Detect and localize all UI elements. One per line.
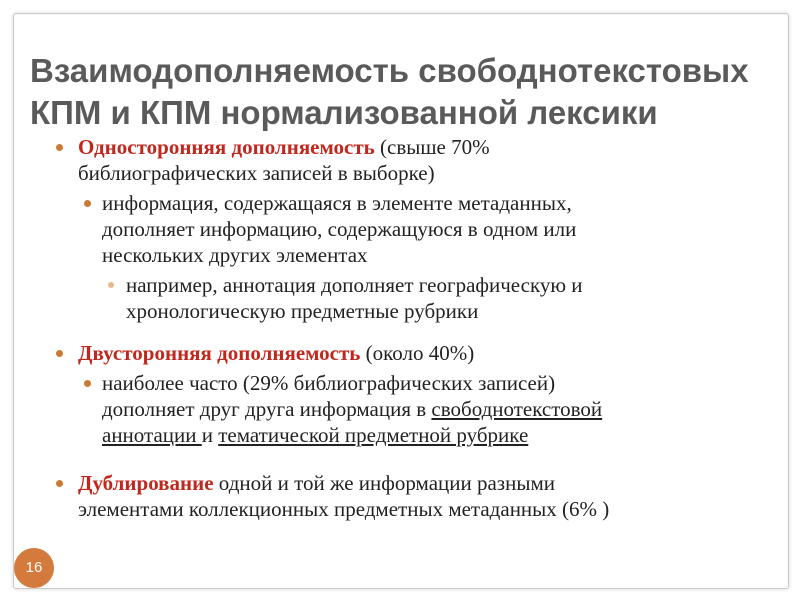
bullet-point-two-sided xyxy=(52,340,772,366)
underlined-term: аннотации xyxy=(102,423,202,447)
point-text: одной и той же информации разными xyxy=(213,471,555,495)
bullet-point-one-sided xyxy=(52,134,772,186)
bullet-dot-icon xyxy=(108,282,114,288)
title-line-2: КПМ и КПМ нормализованной лексики xyxy=(30,94,658,131)
bullet-point-duplication xyxy=(52,470,772,522)
underlined-term: свободнотекстовой xyxy=(431,397,603,421)
bullet-dot-icon xyxy=(56,480,63,487)
sub-text: нескольких других элементах xyxy=(102,243,368,267)
sub-bullet-frequency xyxy=(52,370,772,448)
point-text: библиографических записей в выборке) xyxy=(78,161,435,185)
sub-text: наиболее часто (29% библиографических записей) xyxy=(102,371,556,395)
sub-text: и xyxy=(201,423,219,447)
slide-content xyxy=(52,134,772,522)
point-text: (около 40%) xyxy=(360,341,475,365)
sub-text: например, аннотация дополняет географическую и xyxy=(126,273,583,297)
underlined-term: тематической предметной рубрике xyxy=(218,423,529,447)
point-label: Дублирование xyxy=(78,471,214,495)
sub-text: информация, содержащаяся в элементе метаданных, xyxy=(102,191,572,215)
bullet-dot-icon xyxy=(56,144,63,151)
slide-number-badge: 16 xyxy=(14,548,54,588)
point-label: Односторонняя дополняемость xyxy=(78,135,375,159)
point-text: (свыше 70% xyxy=(374,135,490,159)
sub-text: дополняет информацию, содержащуюся в одном или xyxy=(102,217,577,241)
sub-text: дополняет друг друга информация в xyxy=(102,397,432,421)
bullet-dot-icon xyxy=(56,350,63,357)
bullet-dot-icon xyxy=(84,380,91,387)
sub-bullet-info xyxy=(52,190,772,268)
sub-text: хронологическую предметные рубрики xyxy=(126,299,479,323)
point-label: Двусторонняя дополняемость xyxy=(78,341,361,365)
point-text: элементами коллекционных предметных метаданных (6% ) xyxy=(78,497,610,521)
slide-title xyxy=(30,50,770,134)
bullet-dot-icon xyxy=(84,200,91,207)
title-line-1: Взаимодополняемость свободнотекстовых xyxy=(30,52,749,89)
sub-sub-bullet-example xyxy=(52,272,772,324)
